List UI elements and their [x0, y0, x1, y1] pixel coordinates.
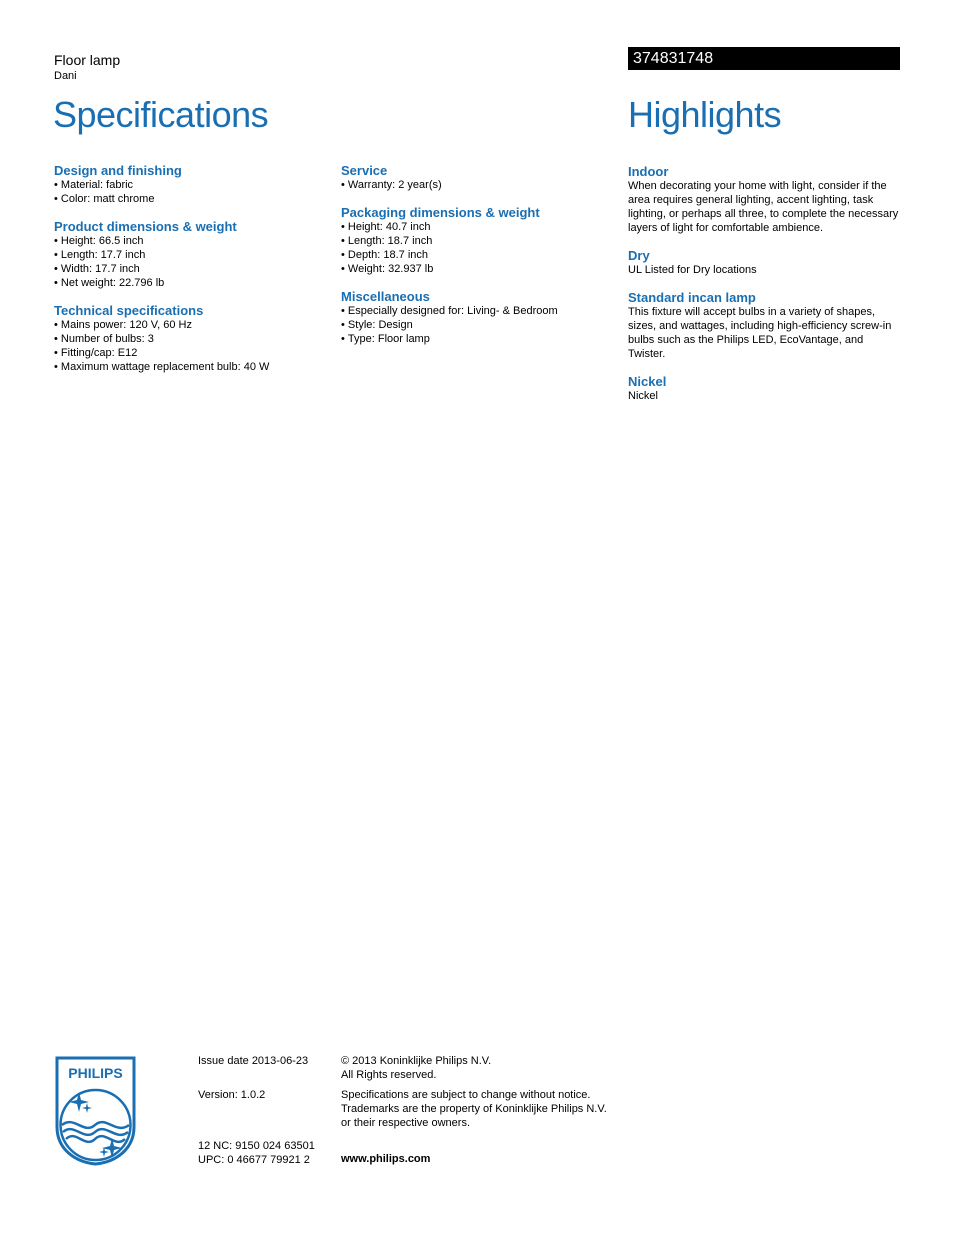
- nc-code: 12 NC: 9150 024 63501: [198, 1140, 315, 1152]
- spec-column-2: [341, 164, 611, 360]
- product-type: Floor lamp: [54, 52, 121, 68]
- spec-section-design: [54, 164, 334, 206]
- issue-date: Issue date 2013-06-23: [198, 1055, 309, 1067]
- spec-section-product-dimensions: [54, 220, 334, 290]
- highlight-dry: [628, 249, 902, 277]
- spec-item: • Mains power: 120 V, 60 Hz: [54, 318, 334, 332]
- copyright-line-1: © 2013 Koninklijke Philips N.V.: [341, 1055, 492, 1067]
- highlight-text: This fixture will accept bulbs in a variety of shapes, sizes, and wattages, including high-efficiency screw-in bulbs such as the Philips LED, EcoVantage, and Twister.: [628, 306, 892, 360]
- website-link[interactable]: www.philips.com: [341, 1153, 431, 1165]
- spec-item: • Depth: 18.7 inch: [341, 248, 611, 262]
- spec-item: • Material: fabric: [54, 178, 334, 192]
- spec-item: • Length: 17.7 inch: [54, 248, 334, 262]
- copyright-line-2: All Rights reserved.: [341, 1069, 437, 1081]
- spec-item: • Fitting/cap: E12: [54, 346, 334, 360]
- spec-section-title: Design and finishing: [54, 163, 182, 178]
- spec-item: • Color: matt chrome: [54, 192, 334, 206]
- spec-section-title: Packaging dimensions & weight: [341, 205, 540, 220]
- spec-item: • Style: Design: [341, 318, 611, 332]
- highlight-title: Standard incan lamp: [628, 290, 756, 305]
- philips-shield-icon: [54, 1055, 137, 1167]
- highlights-column: [628, 165, 902, 417]
- spec-section-packaging: [341, 206, 611, 276]
- spec-section-miscellaneous: [341, 290, 611, 346]
- spec-item: • Weight: 32.937 lb: [341, 262, 611, 276]
- highlight-text: UL Listed for Dry locations: [628, 264, 757, 276]
- notice-line-2: Trademarks are the property of Koninklijke Philips N.V.: [341, 1103, 607, 1115]
- highlight-standard-incan-lamp: [628, 291, 902, 361]
- notice-line-3: or their respective owners.: [341, 1117, 470, 1129]
- spec-section-title: Miscellaneous: [341, 289, 430, 304]
- spec-section-title: Service: [341, 163, 388, 178]
- upc-code: UPC: 0 46677 79921 2: [198, 1154, 310, 1166]
- spec-item: • Height: 40.7 inch: [341, 220, 611, 234]
- version: Version: 1.0.2: [198, 1089, 266, 1101]
- highlight-text: When decorating your home with light, consider if the area requires general lighting, accent lighting, task lighting, or perhaps all three, to complete the necessary layers of light for comfortable ambience.: [628, 180, 899, 234]
- specifications-title: Specifications: [53, 94, 269, 135]
- spec-item: • Maximum wattage replacement bulb: 40 W: [54, 360, 334, 374]
- spec-section-title: Technical specifications: [54, 303, 204, 318]
- product-code-badge: 374831748: [628, 47, 900, 70]
- highlight-nickel: [628, 375, 902, 403]
- philips-logo: [54, 1055, 137, 1167]
- highlight-title: Dry: [628, 248, 650, 263]
- highlight-indoor: [628, 165, 902, 235]
- logo-wordmark: PHILIPS: [68, 1065, 123, 1081]
- spec-item: • Number of bulbs: 3: [54, 332, 334, 346]
- highlight-text: Nickel: [628, 390, 658, 402]
- spec-item: • Warranty: 2 year(s): [341, 178, 611, 192]
- spec-item: • Net weight: 22.796 lb: [54, 276, 334, 290]
- spec-column-1: [54, 164, 334, 388]
- highlights-title: Highlights: [628, 94, 782, 135]
- spec-item: • Width: 17.7 inch: [54, 262, 334, 276]
- spec-section-service: [341, 164, 611, 192]
- spec-item: • Type: Floor lamp: [341, 332, 611, 346]
- highlight-title: Nickel: [628, 374, 667, 389]
- highlight-title: Indoor: [628, 164, 669, 179]
- notice-line-1: Specifications are subject to change without notice.: [341, 1089, 591, 1101]
- spec-item: • Especially designed for: Living- & Bedroom: [341, 304, 611, 318]
- spec-section-title: Product dimensions & weight: [54, 219, 237, 234]
- spec-item: • Height: 66.5 inch: [54, 234, 334, 248]
- spec-section-technical: [54, 304, 334, 374]
- spec-item: • Length: 18.7 inch: [341, 234, 611, 248]
- product-name: Dani: [54, 70, 77, 82]
